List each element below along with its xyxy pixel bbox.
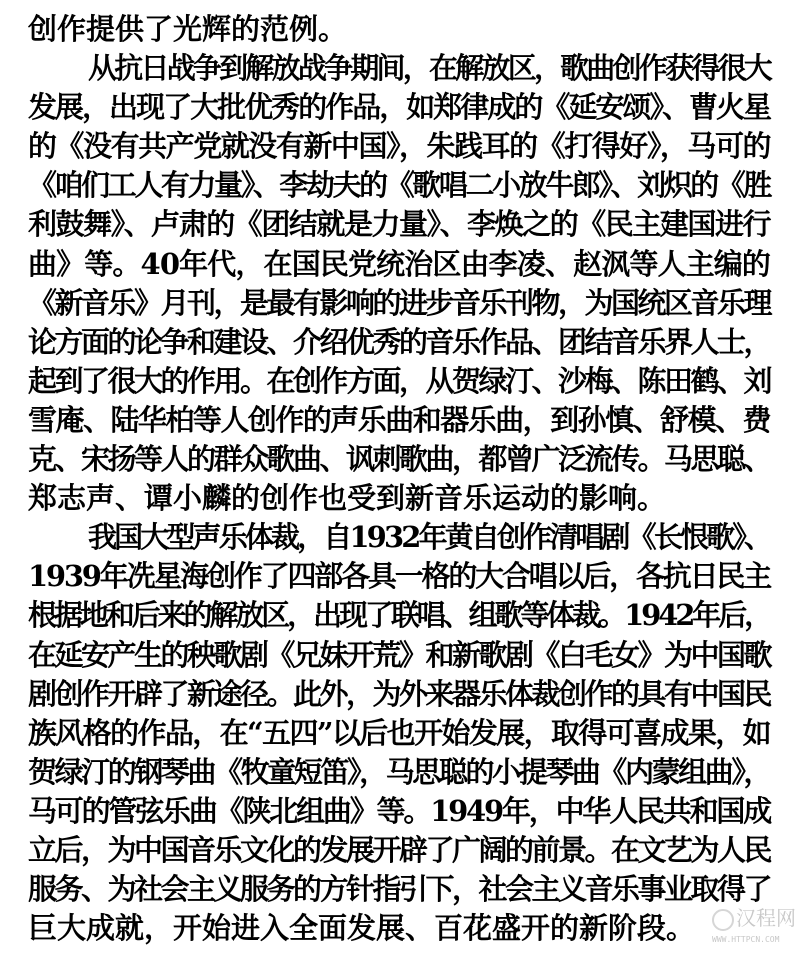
text-line: 雪庵、陆华柏等人创作的声乐曲和器乐曲，到孙慎、舒模、费 — [28, 402, 770, 437]
text-line: 剧创作开辟了新途径。此外，为外来器乐体裁创作的具有中国民 — [28, 676, 770, 711]
text-line: 《咱们工人有力量》、李劫夫的《歌唱二小放牛郎》、刘炽的《胜 — [28, 168, 770, 203]
document-page — [28, 10, 770, 948]
text-line: 创作提供了光辉的范例。 — [28, 12, 348, 46]
watermark-name: 汉程网 — [736, 906, 796, 930]
text-line: 从抗日战争到解放战争期间，在解放区，歌曲创作获得很大 — [88, 51, 770, 86]
text-line: 利鼓舞》、卢肃的《团结就是力量》、李焕之的《民主建国进行 — [28, 207, 770, 242]
text-line: 族风格的作品，在“五四”以后也开始发展，取得可喜成果，如 — [28, 715, 770, 750]
text-line: 郑志声、谭小麟的创作也受到新音乐运动的影响。 — [28, 481, 667, 516]
text-line: 克、宋扬等人的群众歌曲、讽刺歌曲，都曾广泛流传。马思聪、 — [28, 442, 770, 477]
text-line: 我国大型声乐体裁，自1932年黄自创作清唱剧《长恨歌》、 — [88, 520, 770, 555]
text-line: 曲》等。40年代，在国民党统治区由李凌、赵沨等人主编的 — [28, 246, 770, 281]
watermark-url: WWW.HTTPCN.COM — [712, 935, 780, 944]
watermark-logo-icon — [712, 909, 734, 931]
paragraph-3 — [28, 518, 770, 948]
text-line: 《新音乐》月刊，是最有影响的进步音乐刊物，为国统区音乐理 — [28, 285, 770, 320]
text-line: 的《没有共产党就没有新中国》，朱践耳的《打得好》，马可的 — [28, 129, 770, 164]
paragraph-2 — [28, 49, 770, 518]
text-line: 1939年冼星海创作了四部各具一格的大合唱以后，各抗日民主 — [28, 559, 770, 594]
paragraph-1 — [28, 10, 770, 49]
text-line: 根据地和后来的解放区，出现了联唱、组歌等体裁。1942年后， — [28, 598, 770, 633]
text-line: 立后，为中国音乐文化的发展开辟了广阔的前景。在文艺为人民 — [28, 832, 770, 867]
text-line: 论方面的论争和建设、介绍优秀的音乐作品、团结音乐界人士， — [28, 324, 770, 359]
text-line: 贺绿汀的钢琴曲《牧童短笛》，马思聪的小提琴曲《内蒙组曲》， — [28, 754, 770, 789]
text-line: 发展，出现了大批优秀的作品，如郑律成的《延安颂》、曹火星 — [28, 90, 770, 125]
text-line: 在延安产生的秧歌剧《兄妹开荒》和新歌剧《白毛女》为中国歌 — [28, 637, 770, 672]
watermark — [712, 905, 802, 961]
text-line: 服务、为社会主义服务的方针指引下，社会主义音乐事业取得了 — [28, 872, 770, 907]
text-line: 起到了很大的作用。在创作方面，从贺绿汀、沙梅、陈田鹤、刘 — [28, 363, 770, 398]
text-line: 巨大成就，开始进入全面发展、百花盛开的新阶段。 — [28, 911, 696, 946]
text-line: 马可的管弦乐曲《陕北组曲》等。1949年，中华人民共和国成 — [28, 793, 770, 828]
